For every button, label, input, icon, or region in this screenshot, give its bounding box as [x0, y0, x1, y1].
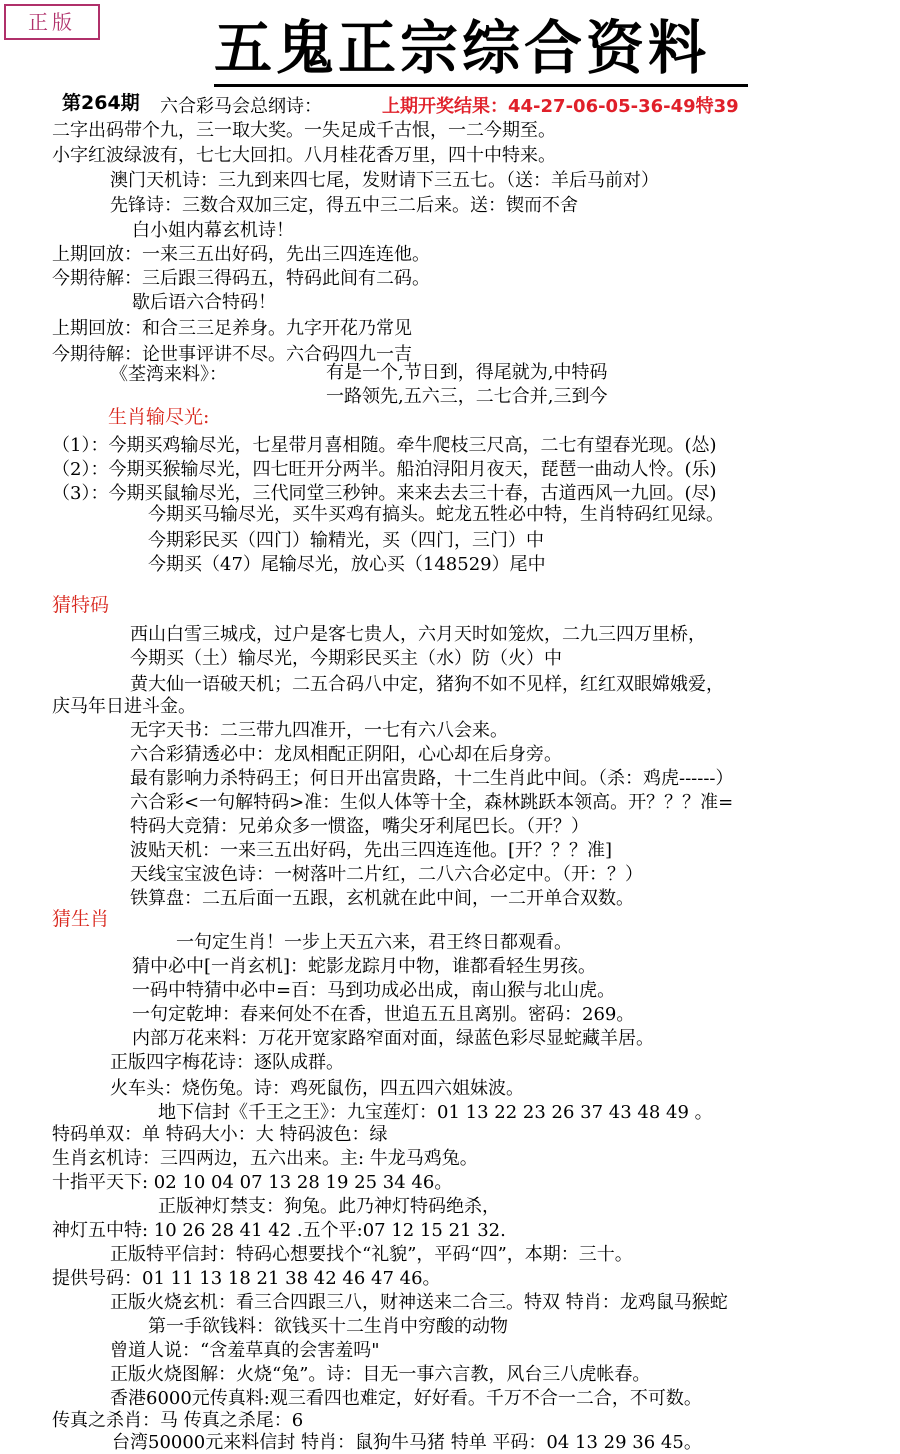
text-line: 无字天书：二三带九四准开，一七有六八会来。 [130, 720, 508, 741]
text-line: 一码中特猜中必中=百：马到功成必出成，南山猴与北山虎。 [132, 980, 616, 1001]
text-line: 铁算盘：二五后面一五跟，玄机就在此中间，一二开单合双数。 [130, 888, 634, 909]
text-line: 正版火烧玄机：看三合四跟三八，财神送来二合三。特双 特肖：龙鸡鼠马猴蛇 [110, 1292, 728, 1313]
text-line: （3）：今期买鼠输尽光，三代同堂三秒钟。来来去去三十春，古道西风一九回。(尽) [52, 483, 717, 504]
last-draw-result: 上期开奖结果：44-27-06-05-36-49特39 [382, 96, 739, 117]
text-line: （1）：今期买鸡输尽光，七星带月喜相随。牵牛爬枝三尺高，二七有望春光现。(怂) [52, 435, 717, 456]
text-line: 第一手欲钱料：欲钱买十二生肖中穷酸的动物 [148, 1316, 508, 1337]
text-line: 小字红波绿波有，七七大回扣。八月桂花香万里，四十中特来。 [52, 145, 556, 166]
text-line: 先锋诗：三数合双加三定，得五中三二后来。送：锲而不舍 [110, 195, 578, 216]
text-line: 特码大竞猜：兄弟众多一惯盗，嘴尖牙利尾巴长。（开？） [130, 816, 589, 837]
text-line: 香港6000元传真料:观三看四也难定，好好看。千万不合一二合，不可数。 [110, 1388, 702, 1409]
text-line: 一句定乾坤：春来何处不在香，世追五五且离别。密码：269。 [132, 1004, 635, 1025]
text-line: 生肖玄机诗：三四两边，五六出来。主: 牛龙马鸡兔。 [52, 1148, 478, 1169]
genuine-badge: 正版 [4, 4, 100, 40]
text-line: 波贴天机：一来三五出好码，先出三四连连他。[开？？？准] [130, 840, 613, 861]
text-line: 正版四字梅花诗：逐队成群。 [110, 1052, 344, 1073]
text-line: 提供号码：01 11 13 18 21 38 42 46 47 46。 [52, 1268, 441, 1289]
text-line: 《荃湾来料》： [110, 364, 227, 385]
text-line: 一路领先,五六三，二七合并,三到今 [326, 386, 608, 407]
text-line: 天线宝宝波色诗：一树落叶二片红，二八六合必定中。（开：？） [130, 864, 643, 885]
text-line: 六合彩猜透必中：龙凤相配正阴阳，心心却在后身旁。 [130, 744, 562, 765]
text-line: 正版火烧图解：火烧“兔”。诗：目无一事六言教，风台三八虎帐春。 [110, 1364, 651, 1385]
text-line: 一句定生肖！一步上天五六来，君王终日都观看。 [176, 932, 572, 953]
text-line: 澳门天机诗：三九到来四七尾，发财请下三五七。（送：羊后马前对） [110, 170, 659, 191]
text-line: 庆马年日进斗金。 [52, 696, 196, 717]
text-line: 猜中必中[一肖玄机]：蛇影龙踪月中物，谁都看轻生男孩。 [132, 956, 597, 977]
page-title: 五鬼正宗综合资料 [214, 14, 711, 82]
section-heading: 猜特码 [52, 594, 110, 616]
text-line: 内部万花来料：万花开宽家路窄面对面，绿蓝色彩尽显蛇藏羊居。 [132, 1028, 654, 1049]
section-heading: 猜生肖 [52, 908, 110, 930]
text-line: 白小姐内幕玄机诗！ [132, 220, 294, 241]
text-line: 黄大仙一语破天机；二五合码八中定，猪狗不如不见样，红红双眼嫦娥爱， [130, 674, 724, 695]
text-line: 有是一个,节日到，得尾就为,中特码 [326, 362, 608, 383]
text-line: 今期待解：论世事评讲不尽。六合码四九一吉 [52, 344, 412, 365]
text-line: （2）：今期买猴输尽光，四七旺开分两半。船泊浔阳月夜天，琵琶一曲动人怜。(乐) [52, 459, 717, 480]
text-line: 十指平天下: 02 10 04 07 13 28 19 25 34 46。 [52, 1172, 453, 1193]
text-line: 上期回放：一来三五出好码，先出三四连连他。 [52, 244, 430, 265]
text-line: 台湾50000元来料信封 特肖：鼠狗牛马猪 特单 平码：04 13 29 36 45。 [112, 1432, 702, 1453]
text-line: 今期买（47）尾输尽光，放心买（148529）尾中 [148, 554, 546, 575]
text-line: 今期买（土）输尽光，今期彩民买主（水）防（火）中 [130, 648, 562, 669]
text-line: 今期买马输尽光，买牛买鸡有搞头。蛇龙五牲必中特，生肖特码红见绿。 [148, 504, 724, 525]
text-line: 今期彩民买（四门）输精光，买（四门，三门）中 [148, 530, 544, 551]
title-underline [214, 84, 748, 87]
text-line: 今期待解：三后跟三得码五，特码此间有二码。 [52, 268, 430, 289]
text-line: 正版特平信封：特码心想要找个“礼貌”，平码“四”，本期：三十。 [110, 1244, 633, 1265]
text-line: 神灯五中特: 10 26 28 41 42 .五个平:07 12 15 21 32. [52, 1220, 506, 1241]
issue-number: 第264期 [62, 92, 140, 114]
text-line: 六合彩<一句解特码>准：生似人体等十全，森林跳跃本领高。开？？？准= [130, 792, 734, 813]
text-line: 歇后语六合特码！ [132, 292, 276, 313]
section-heading: 生肖输尽光: [108, 406, 210, 428]
text-line: 二字出码带个九，三一取大奖。一失足成千古恨，一二今期至。 [52, 120, 556, 141]
text-line: 六合彩马会总纲诗： [160, 96, 322, 117]
text-line: 上期回放：和合三三足养身。九字开花乃常见 [52, 318, 412, 339]
text-line: 曾道人说：“含羞草真的会害羞吗" [110, 1340, 380, 1361]
text-line: 西山白雪三城戌，过户是客七贵人，六月天时如笼炊，二九三四万里桥， [130, 624, 706, 645]
text-line: 地下信封《千王之王》：九宝莲灯：01 13 22 23 26 37 43 48 49 。 [158, 1102, 713, 1123]
text-line: 正版神灯禁支：狗兔。此乃神灯特码绝杀， [158, 1196, 500, 1217]
text-line: 特码单双：单 特码大小：大 特码波色：绿 [52, 1124, 388, 1145]
text-line: 火车头：烧伤兔。诗：鸡死鼠伤，四五四六姐妹波。 [110, 1078, 524, 1099]
text-line: 最有影响力杀特码王；何日开出富贵路，十二生肖此中间。（杀：鸡虎------） [130, 768, 734, 789]
text-line: 传真之杀肖：马 传真之杀尾：6 [52, 1410, 304, 1431]
